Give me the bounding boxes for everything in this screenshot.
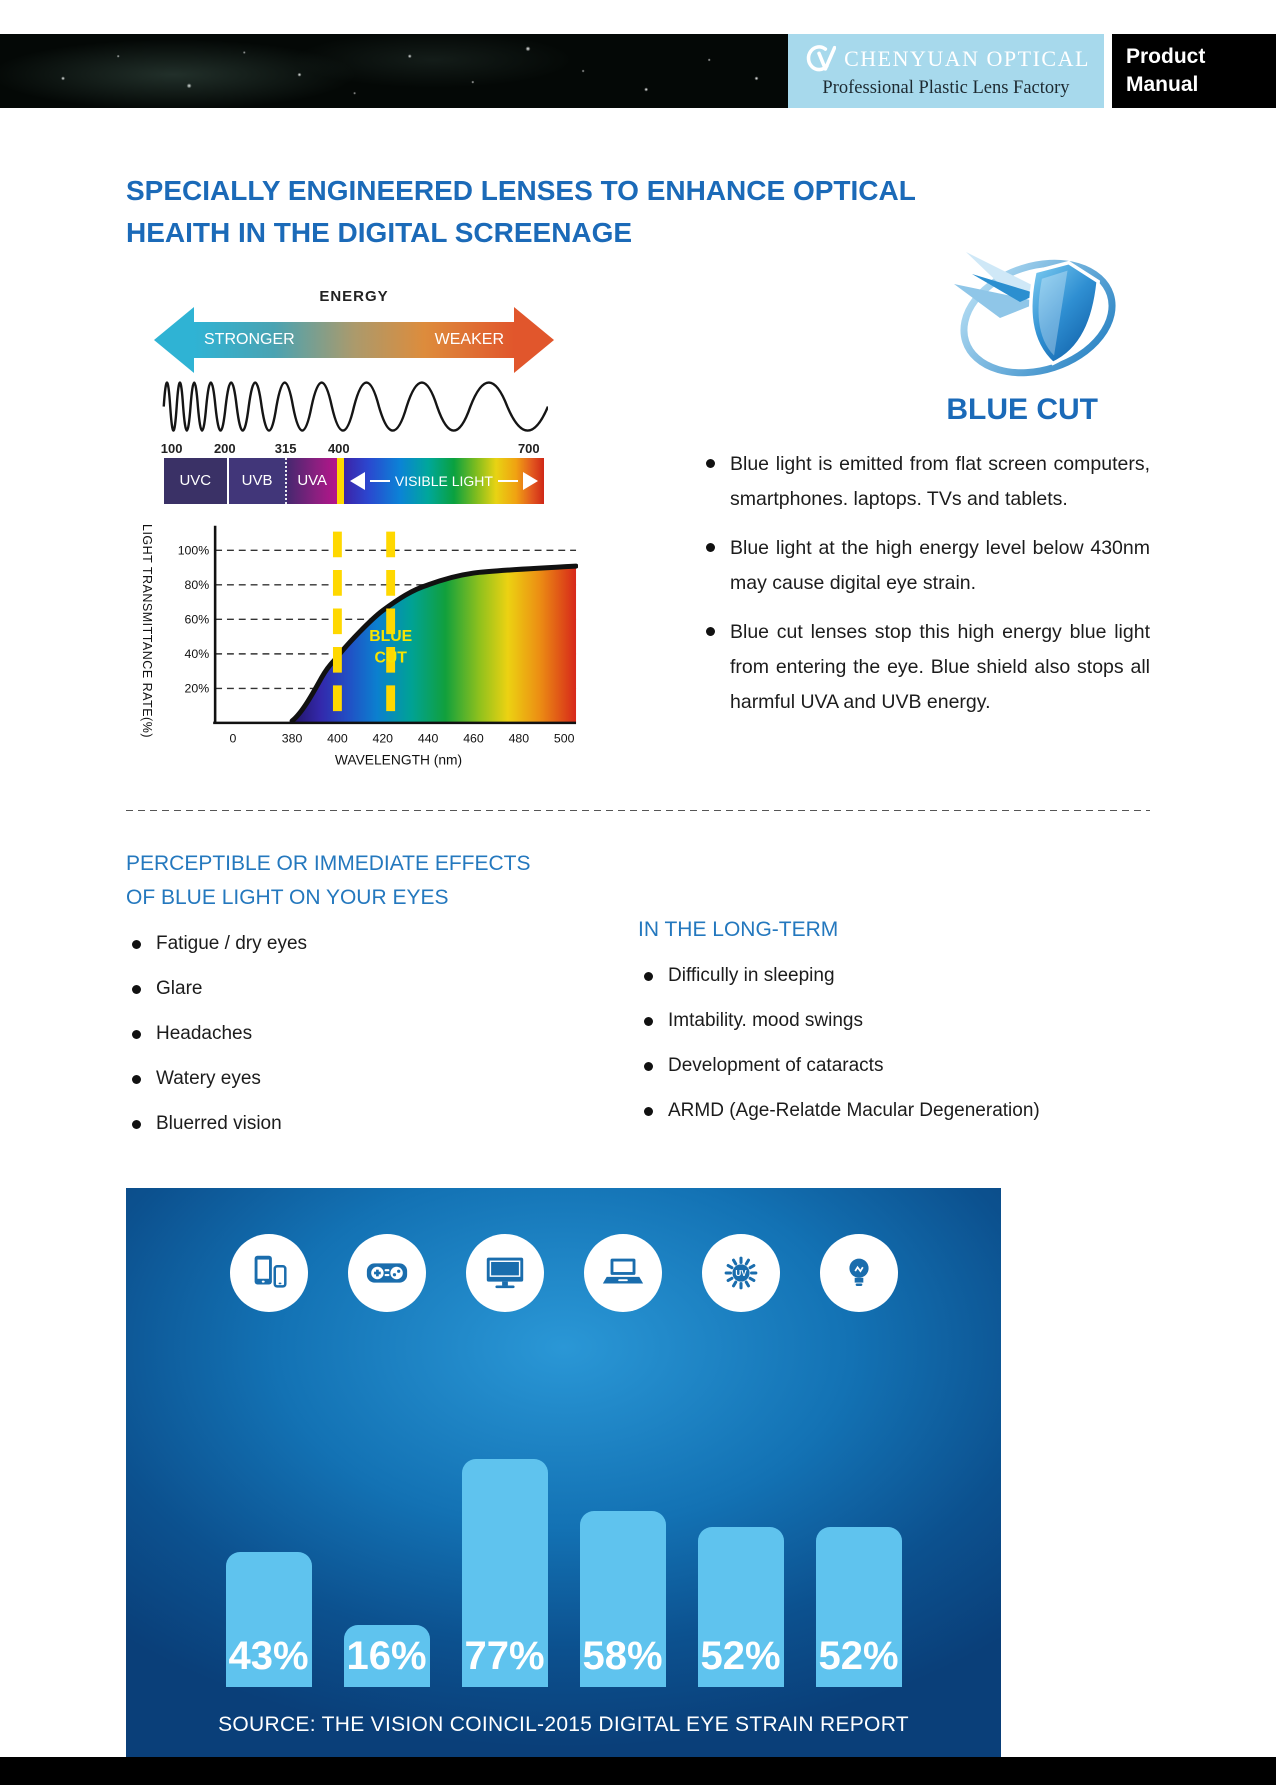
strain-bar bbox=[344, 1625, 430, 1687]
starry-sky-banner bbox=[0, 34, 788, 108]
blue-cut-400-marker bbox=[337, 458, 344, 504]
visible-light-label: VISIBLE LIGHT bbox=[394, 472, 493, 489]
uva-band: UVA bbox=[287, 458, 336, 504]
blue-cut-bullets bbox=[702, 447, 1150, 735]
spectrum-tick-labels: 100 200 315 400 700 bbox=[160, 440, 540, 456]
page-title: SPECIALLY ENGINEERED LENSES TO ENHANCE OPTICAL HEAITH IN THE DIGITAL SCREENAGE bbox=[126, 174, 916, 248]
list-item: Difficully in sleeping bbox=[638, 965, 1150, 987]
uvc-band: UVC bbox=[164, 458, 229, 504]
main-content bbox=[0, 108, 1276, 774]
svg-text:0: 0 bbox=[229, 731, 237, 746]
svg-text:20%: 20% bbox=[184, 680, 210, 695]
strain-value: 43% bbox=[228, 1634, 309, 1679]
strain-bar bbox=[226, 1552, 312, 1687]
product-manual-badge: Product Manual bbox=[1112, 34, 1276, 108]
infographic-column bbox=[698, 1188, 784, 1758]
strain-bar bbox=[698, 1527, 784, 1687]
long-term-column bbox=[638, 913, 1150, 1157]
footer-bar bbox=[0, 1757, 1276, 1785]
strain-bar bbox=[580, 1511, 666, 1687]
infographic-column bbox=[344, 1188, 430, 1758]
uv-visible-band bbox=[164, 458, 544, 504]
immediate-effects-list bbox=[126, 933, 607, 1135]
left-arrow-icon bbox=[350, 472, 365, 490]
brand-tagline: Professional Plastic Lens Factory bbox=[822, 78, 1070, 99]
infographic-column bbox=[580, 1188, 666, 1758]
svg-text:80%: 80% bbox=[184, 577, 210, 592]
header-gap bbox=[1104, 34, 1112, 108]
svg-text:40%: 40% bbox=[184, 646, 210, 661]
immediate-effects-column bbox=[126, 847, 607, 1157]
stronger-label: STRONGER bbox=[204, 330, 295, 348]
list-item: Watery eyes bbox=[126, 1068, 607, 1090]
svg-text:100%: 100% bbox=[177, 542, 210, 557]
blue-shield-icon bbox=[938, 236, 1128, 391]
svg-text:440: 440 bbox=[417, 731, 439, 746]
svg-text:460: 460 bbox=[463, 731, 484, 746]
strain-value: 58% bbox=[582, 1634, 663, 1679]
list-item: Bluerred vision bbox=[126, 1113, 607, 1135]
page-header bbox=[0, 34, 1276, 108]
uv-sun-icon bbox=[702, 1234, 780, 1312]
brand-logo-box bbox=[788, 34, 1104, 108]
effects-section bbox=[0, 847, 1276, 1157]
uv-label: UV bbox=[734, 1268, 747, 1278]
infographic-column bbox=[816, 1188, 902, 1758]
bullet-item: Blue light at the high energy level below 430nm may cause digital eye strain. bbox=[702, 531, 1150, 601]
strain-value: 16% bbox=[346, 1634, 427, 1679]
energy-label: ENERGY bbox=[319, 287, 389, 305]
blue-cut-section bbox=[702, 288, 1150, 774]
svg-text:480: 480 bbox=[508, 731, 530, 746]
smartphones-icon bbox=[230, 1234, 308, 1312]
eye-strain-infographic bbox=[126, 1188, 1001, 1758]
light-bulb-icon bbox=[820, 1234, 898, 1312]
cv-monogram-icon bbox=[802, 42, 836, 76]
strain-value: 52% bbox=[818, 1634, 899, 1679]
dashed-divider bbox=[126, 810, 1150, 812]
transmittance-chart bbox=[126, 516, 578, 774]
transmittance-chart-plot bbox=[154, 516, 578, 774]
visible-light-band bbox=[344, 458, 544, 504]
wavelength-wave-graphic bbox=[160, 377, 548, 436]
blue-cut-heading: BLUE CUT bbox=[946, 392, 1098, 426]
strain-bar bbox=[816, 1527, 902, 1687]
right-arrow-icon bbox=[523, 472, 538, 490]
long-term-list bbox=[638, 965, 1150, 1122]
svg-text:500: 500 bbox=[553, 731, 575, 746]
bullet-item: Blue cut lenses stop this high energy blue light from entering the eye. Blue shield also stops all harmful UVA and UVB energy. bbox=[702, 615, 1150, 720]
list-item: Imtability. mood swings bbox=[638, 1010, 1150, 1032]
energy-arrow bbox=[154, 307, 554, 373]
brand-name: CHENYUAN OPTICAL bbox=[844, 46, 1090, 72]
source-text: SOURCE: THE VISION COINCIL-2015 DIGITAL EYE STRAIN REPORT bbox=[218, 1713, 909, 1737]
immediate-effects-heading: PERCEPTIBLE OR IMMEDIATE EFFECTS OF BLUE LIGHT ON YOUR EYES bbox=[126, 852, 531, 910]
list-item: Headaches bbox=[126, 1023, 607, 1045]
spectrum-diagram bbox=[126, 288, 578, 774]
weaker-label: WEAKER bbox=[434, 330, 504, 348]
bullet-item: Blue light is emitted from flat screen computers, smartphones. laptops. TVs and tablets. bbox=[702, 447, 1150, 517]
list-item: Glare bbox=[126, 978, 607, 1000]
strain-value: 52% bbox=[700, 1634, 781, 1679]
list-item: Development of cataracts bbox=[638, 1055, 1150, 1077]
chart-y-axis-label: LIGHT TRANSMITTANCE RATE(%) bbox=[140, 523, 154, 738]
strain-bar bbox=[462, 1459, 548, 1687]
list-item: ARMD (Age-Relatde Macular Degeneration) bbox=[638, 1100, 1150, 1122]
laptop-icon bbox=[584, 1234, 662, 1312]
svg-text:400: 400 bbox=[327, 731, 348, 746]
infographic-column bbox=[462, 1188, 548, 1758]
svg-text:380: 380 bbox=[281, 731, 303, 746]
strain-value: 77% bbox=[464, 1634, 545, 1679]
arrow-left-head bbox=[154, 307, 194, 373]
svg-text:420: 420 bbox=[372, 731, 394, 746]
blue-cut-annotation-line2: CUT bbox=[374, 649, 407, 667]
long-term-heading: IN THE LONG-TERM bbox=[638, 918, 839, 942]
uvb-band: UVB bbox=[229, 458, 288, 504]
infographic-column bbox=[226, 1188, 312, 1758]
arrow-right-head bbox=[514, 307, 554, 373]
svg-text:60%: 60% bbox=[184, 611, 210, 626]
list-item: Fatigue / dry eyes bbox=[126, 933, 607, 955]
game-console-icon bbox=[348, 1234, 426, 1312]
chart-x-axis-label: WAVELENGTH (nm) bbox=[334, 751, 463, 767]
monitor-icon bbox=[466, 1234, 544, 1312]
blue-cut-annotation-line1: BLUE bbox=[369, 627, 413, 645]
